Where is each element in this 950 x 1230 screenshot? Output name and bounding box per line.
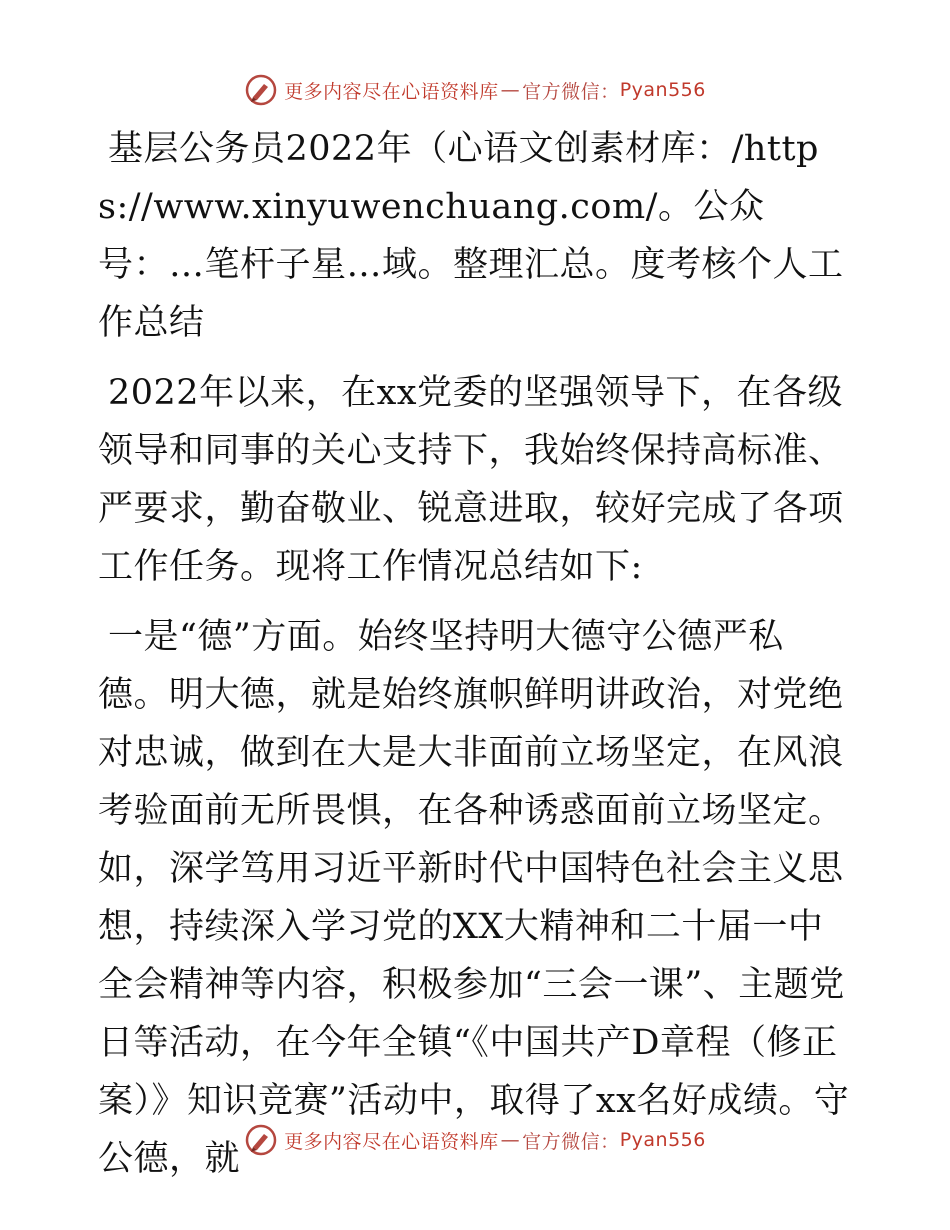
- watermark-wechat-id: Pyan556: [619, 79, 706, 101]
- paragraph-de: 一是“德”方面。始终坚持明大德守公德严私德。明大德，就是始终旗帜鲜明讲政治，对党绝对忠诚，做到在大是大非面前立场坚定，在风浪考验面前无所畏惧，在各种诱惑面前立场坚定。如，深学笃用习近平新时代中国特色社会主义思想，持续深入学习党的XX大精神和二十届一中全会精神等内容，积极参加“三会一课”、主题党日等活动，在今年全镇“《中国共产D章程（修正案）》知识竞赛”活动中，取得了xx名好成绩。守公德，就: [98, 617, 850, 1179]
- watermark-wechat-label: 官方微信：: [522, 1130, 620, 1153]
- paragraph-intro: 2022年以来，在xx党委的坚强领导下，在各级领导和同事的关心支持下，我始终保持高标准、严要求，勤奋敬业、锐意进取，较好完成了各项工作任务。现将工作情况总结如下:: [98, 373, 844, 587]
- watermark-wechat-label: 官方微信：: [522, 80, 620, 103]
- watermark-banner-bottom: [0, 1120, 950, 1160]
- pen-logo-icon: [244, 73, 278, 107]
- watermark-dash: —: [500, 1129, 521, 1151]
- watermark-banner-top: [0, 70, 950, 110]
- document-title: 基层公务员2022年（心语文创素材库：/https://www.xinyuwenchuang.com/。公众号：…笔杆子星…域。整理汇总。度考核个人工作总结: [98, 129, 844, 343]
- pen-logo-icon: [244, 1123, 278, 1157]
- watermark-brand: 更多内容尽在心语资料库: [284, 80, 499, 103]
- document-body: [98, 120, 850, 1188]
- watermark-wechat-id: Pyan556: [619, 1129, 706, 1151]
- watermark-dash: —: [500, 79, 521, 101]
- watermark-brand: 更多内容尽在心语资料库: [284, 1130, 499, 1153]
